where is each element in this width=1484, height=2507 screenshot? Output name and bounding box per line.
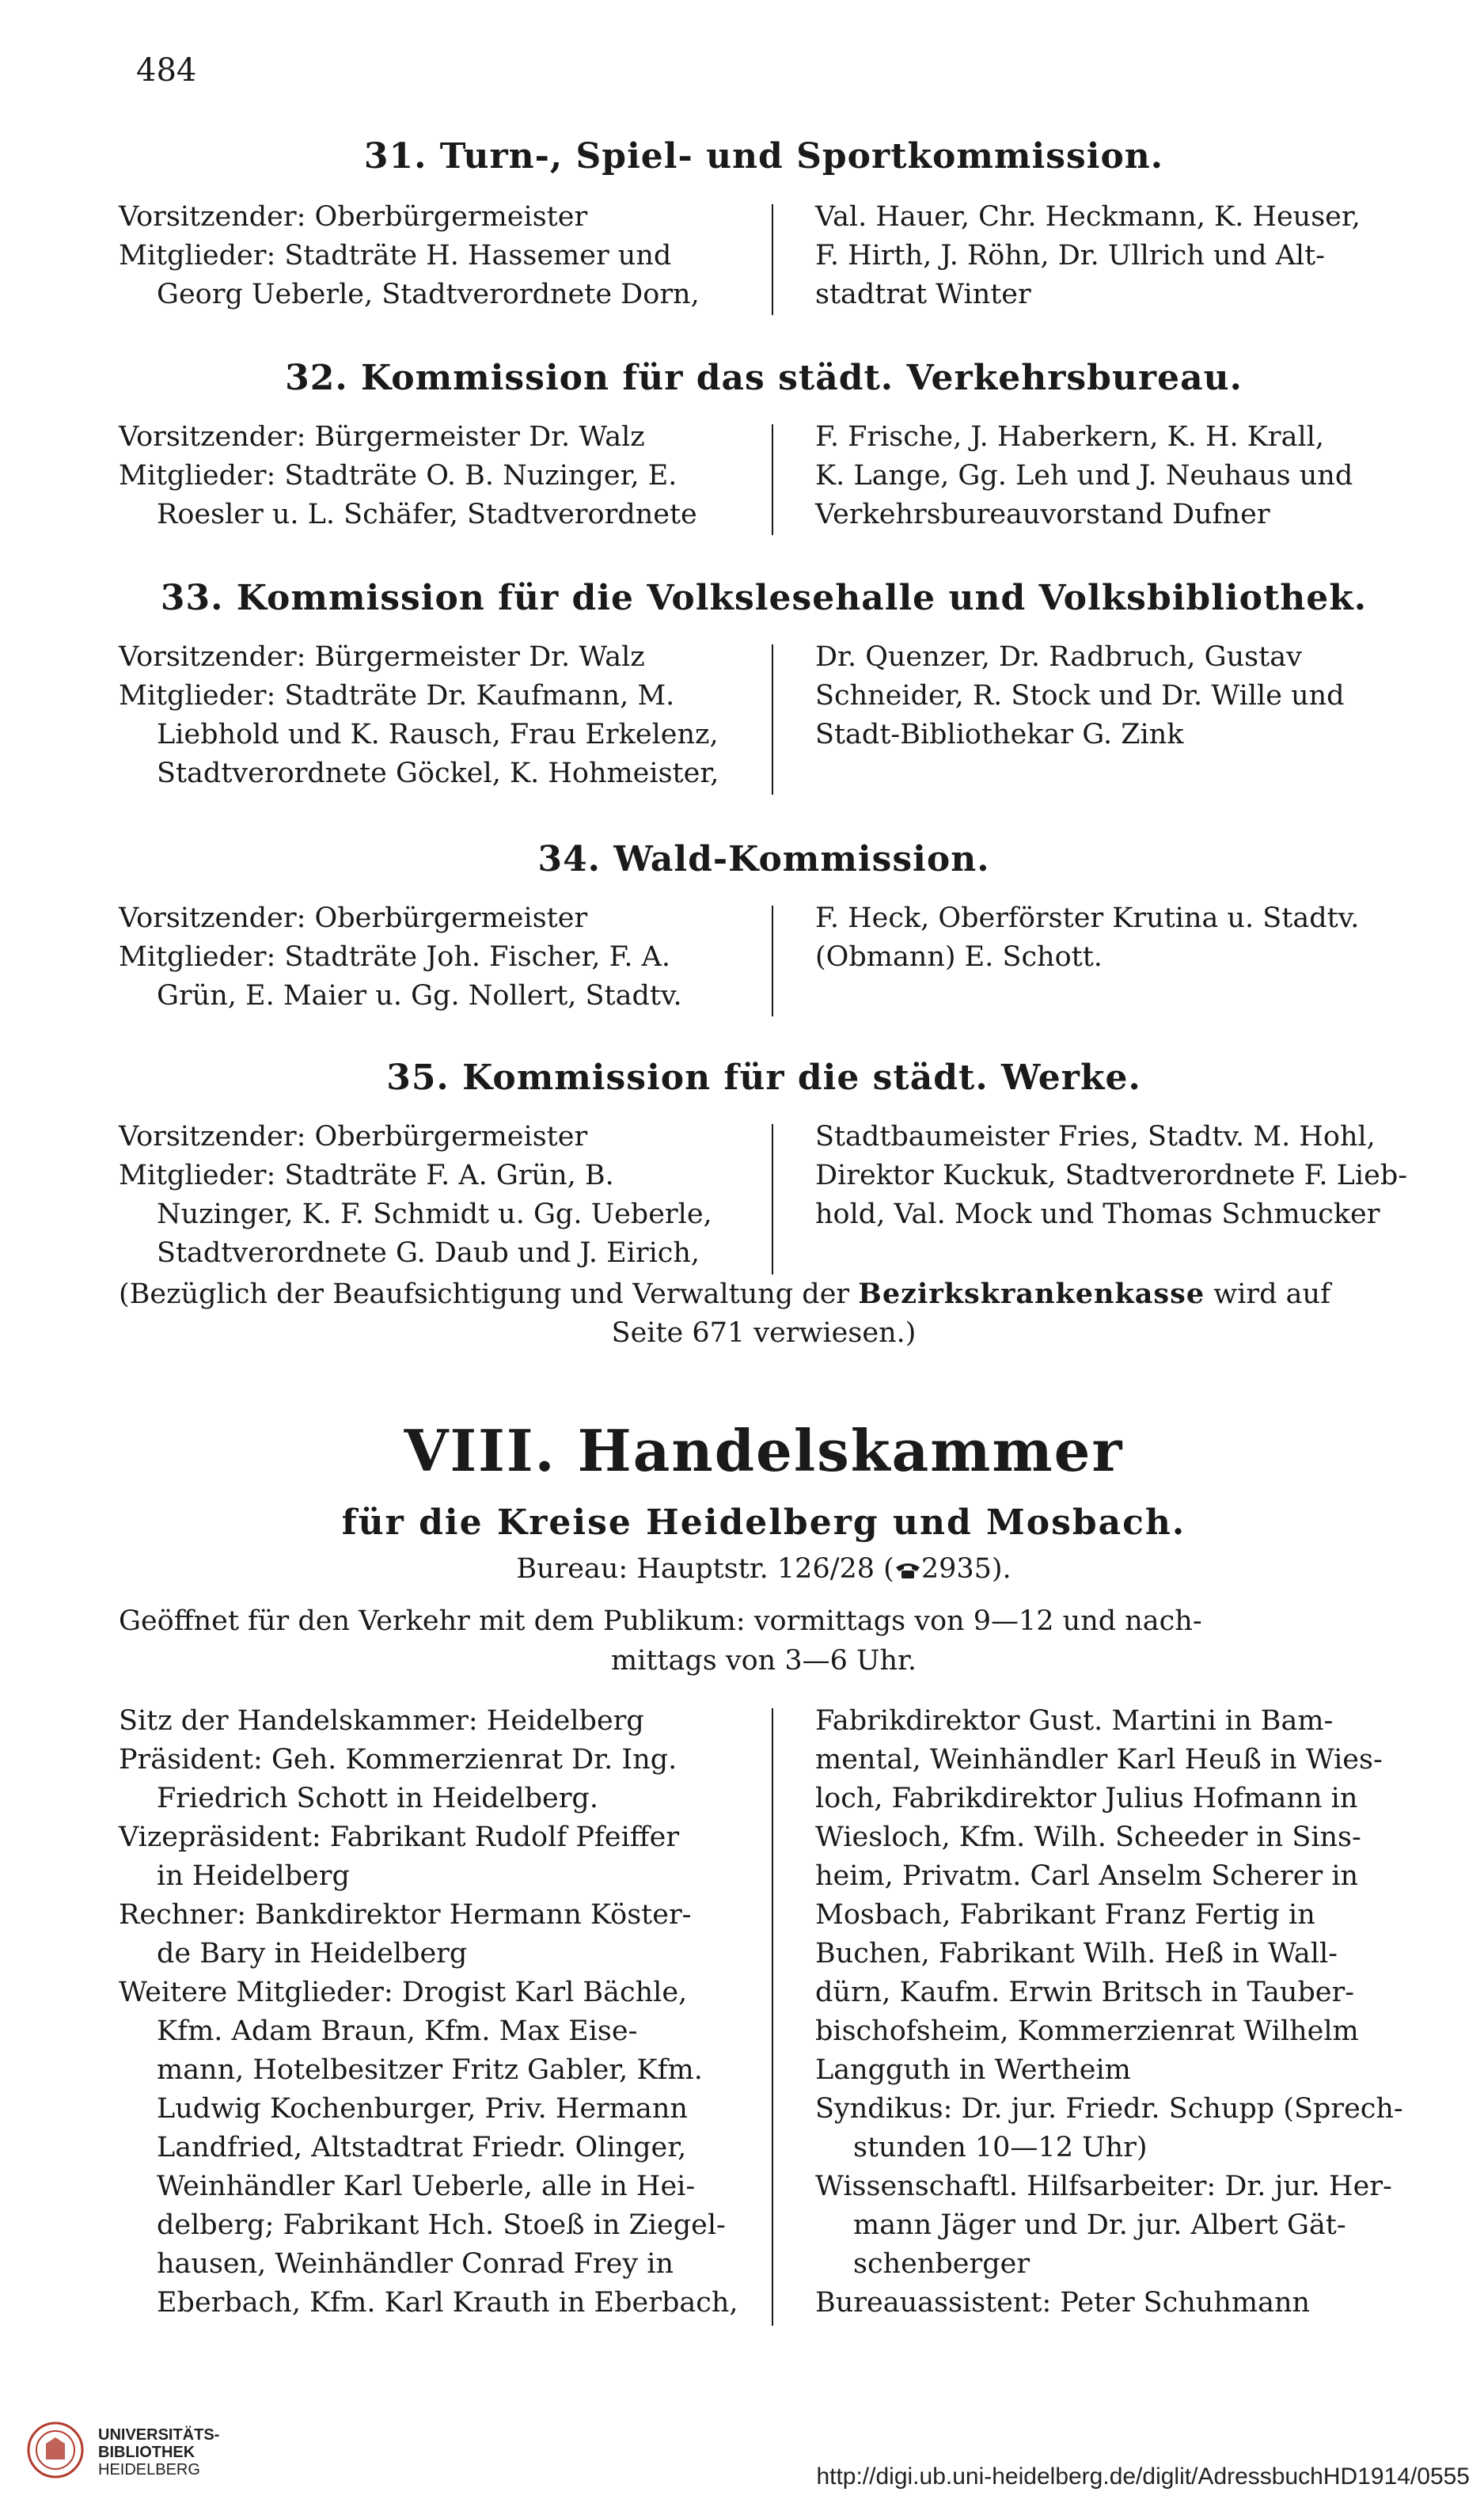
text-line: Landfried, Altstadtrat Friedr. Olinger,: [157, 2132, 687, 2163]
section-title-34: 34. Wald-Kommission.: [537, 839, 990, 879]
text-line: hold, Val. Mock und Thomas Schmucker: [815, 1198, 1380, 1230]
text-line: Mitglieder: Stadträte Joh. Fischer, F. A.: [119, 941, 671, 973]
text-line: Weinhändler Karl Ueberle, alle in Hei-: [157, 2171, 696, 2202]
text-line: Grün, E. Maier u. Gg. Nollert, Stadtv.: [157, 980, 682, 1012]
logo-text: UNIVERSITÄTS-: [98, 2426, 220, 2444]
section-title-35: 35. Kommission für die städt. Werke.: [386, 1058, 1141, 1098]
text-line: Rechner: Bankdirektor Hermann Köster-: [119, 1899, 692, 1931]
text-line: Langguth in Wertheim: [815, 2054, 1131, 2086]
logo-text: HEIDELBERG: [98, 2461, 200, 2479]
text-line: Roesler u. L. Schäfer, Stadtverordnete: [157, 499, 697, 530]
bureau-line: [119, 1553, 1409, 1585]
bureau-text: Bureau: Hauptstr. 126/28 (: [516, 1553, 894, 1585]
section-35-left-column: [119, 1118, 768, 1273]
text-line: loch, Fabrikdirektor Julius Hofmann in: [815, 1783, 1358, 1814]
note-text: wird auf: [1213, 1278, 1331, 1310]
text-line: Georg Ueberle, Stadtverordnete Dorn,: [157, 279, 700, 310]
text-line: schenberger: [853, 2248, 1030, 2280]
telephone-icon: [894, 1561, 921, 1580]
opening-hours-line-2: mittags von 3—6 Uhr.: [610, 1645, 917, 1677]
text-line: heim, Privatm. Carl Anselm Scherer in: [815, 1860, 1359, 1892]
text-line: Stadtbaumeister Fries, Stadtv. M. Hohl,: [815, 1121, 1376, 1153]
text-line: mann Jäger und Dr. jur. Albert Gät-: [853, 2209, 1346, 2241]
section-31-right-column: [815, 198, 1405, 314]
text-line: Mosbach, Fabrikant Franz Fertig in: [815, 1899, 1315, 1931]
logo-text: BIBLIOTHEK: [98, 2444, 195, 2461]
section-34-left-column: [119, 899, 768, 1016]
text-line: F. Hirth, J. Röhn, Dr. Ullrich und Alt-: [815, 240, 1325, 272]
text-line: Mitglieder: Stadträte H. Hassemer und: [119, 240, 672, 272]
text-line: Liebhold und K. Rausch, Frau Erkelenz,: [157, 719, 719, 750]
text-line: F. Frische, J. Haberkern, K. H. Krall,: [815, 421, 1325, 453]
text-line: Sitz der Handelskammer: Heidelberg: [119, 1705, 644, 1737]
text-line: Stadtverordnete G. Daub und J. Eirich,: [157, 1237, 700, 1269]
section-title-31: 31. Turn-, Spiel- und Sportkommission.: [363, 136, 1164, 177]
library-logo: [24, 2418, 230, 2482]
section-35-right-column: [815, 1118, 1408, 1234]
section-33-right-column: [815, 638, 1405, 754]
text-line: Mitglieder: Stadträte O. B. Nuzinger, E.: [119, 460, 677, 492]
text-line: in Heidelberg: [157, 1860, 350, 1892]
source-url-link[interactable]: http://digi.ub.uni-heidelberg.de/diglit/AdressbuchHD1914/0555: [816, 2463, 1470, 2490]
text-line: bischofsheim, Kommerzienrat Wilhelm: [815, 2015, 1359, 2047]
text-line: F. Heck, Oberförster Krutina u. Stadtv.: [815, 902, 1360, 934]
text-line: mann, Hotelbesitzer Fritz Gabler, Kfm.: [157, 2054, 703, 2086]
text-line: Dr. Quenzer, Dr. Radbruch, Gustav: [815, 641, 1302, 673]
text-line: Wiesloch, Kfm. Wilh. Scheeder in Sins-: [815, 1821, 1361, 1853]
text-line: Kfm. Adam Braun, Kfm. Max Eise-: [157, 2015, 638, 2047]
note-text: (Bezüglich der Beaufsichtigung und Verwaltung der: [119, 1278, 850, 1310]
text-line: Ludwig Kochenburger, Priv. Hermann: [157, 2093, 688, 2125]
text-line: Stadtverordnete Göckel, K. Hohmeister,: [157, 758, 719, 789]
section-32-right-column: [815, 418, 1405, 534]
column-divider: [772, 644, 773, 795]
page-number: 484: [136, 52, 197, 89]
text-line: Weitere Mitglieder: Drogist Karl Bächle,: [119, 1977, 688, 2008]
section-title-33: 33. Kommission für die Volkslesehalle und Volksbibliothek.: [160, 578, 1368, 618]
text-line: Friedrich Schott in Heidelberg.: [157, 1783, 598, 1814]
text-line: Verkehrsbureauvorstand Dufner: [815, 499, 1270, 530]
text-line: Syndikus: Dr. jur. Friedr. Schupp (Sprech-: [815, 2093, 1403, 2125]
text-line: Vorsitzender: Oberbürgermeister: [119, 1121, 588, 1153]
text-line: mental, Weinhändler Karl Heuß in Wies-: [815, 1744, 1383, 1776]
chapter-heading: VIII. Handelskammer: [404, 1417, 1124, 1484]
column-divider: [772, 1708, 773, 2326]
note-bold-term: Bezirkskrankenkasse: [858, 1278, 1205, 1310]
text-line: Nuzinger, K. F. Schmidt u. Gg. Ueberle,: [157, 1198, 712, 1230]
chapter-left-column: [119, 1702, 768, 2323]
section-31-left-column: [119, 198, 768, 314]
library-seal-icon: [24, 2418, 87, 2482]
text-line: Vorsitzender: Oberbürgermeister: [119, 902, 588, 934]
column-divider: [772, 204, 773, 315]
text-line: Mitglieder: Stadträte F. A. Grün, B.: [119, 1160, 614, 1191]
text-line: Fabrikdirektor Gust. Martini in Bam-: [815, 1705, 1334, 1737]
note-line-2: Seite 671 verwiesen.): [611, 1317, 917, 1349]
text-line: Buchen, Fabrikant Wilh. Heß in Wall-: [815, 1938, 1338, 1970]
section-34-right-column: [815, 899, 1405, 977]
text-line: Eberbach, Kfm. Karl Krauth in Eberbach,: [157, 2287, 738, 2319]
text-line: Bureauassistent: Peter Schuhmann: [815, 2287, 1311, 2319]
opening-hours-line-1: Geöffnet für den Verkehr mit dem Publikum: vormittags von 9—12 und nach-: [119, 1605, 1202, 1637]
text-line: de Bary in Heidelberg: [157, 1938, 468, 1970]
text-line: Direktor Kuckuk, Stadtverordnete F. Lieb-: [815, 1160, 1408, 1191]
text-line: Schneider, R. Stock und Dr. Wille und: [815, 680, 1345, 712]
bureau-phone-number: 2935: [920, 1553, 992, 1585]
text-line: Stadt-Bibliothekar G. Zink: [815, 719, 1184, 750]
text-line: K. Lange, Gg. Leh und J. Neuhaus und: [815, 460, 1353, 492]
text-line: Vorsitzender: Bürgermeister Dr. Walz: [119, 421, 645, 453]
section-32-left-column: [119, 418, 768, 534]
column-divider: [772, 424, 773, 535]
text-line: stadtrat Winter: [815, 279, 1031, 310]
text-line: Vizepräsident: Fabrikant Rudolf Pfeiffer: [119, 1821, 680, 1853]
section-33-left-column: [119, 638, 768, 793]
bureau-text: ).: [991, 1553, 1011, 1585]
text-line: (Obmann) E. Schott.: [815, 941, 1103, 973]
text-line: Val. Hauer, Chr. Heckmann, K. Heuser,: [815, 201, 1361, 233]
text-line: Vorsitzender: Bürgermeister Dr. Walz: [119, 641, 645, 673]
note-line-1: [119, 1278, 1409, 1310]
text-line: Mitglieder: Stadträte Dr. Kaufmann, M.: [119, 680, 675, 712]
chapter-right-column: [815, 1702, 1405, 2323]
text-line: dürn, Kaufm. Erwin Britsch in Tauber-: [815, 1977, 1355, 2008]
text-line: hausen, Weinhändler Conrad Frey in: [157, 2248, 674, 2280]
section-title-32: 32. Kommission für das städt. Verkehrsbureau.: [285, 358, 1243, 398]
column-divider: [772, 1124, 773, 1274]
column-divider: [772, 906, 773, 1016]
text-line: delberg; Fabrikant Hch. Stoeß in Ziegel-: [157, 2209, 726, 2241]
chapter-subheading: für die Kreise Heidelberg und Mosbach.: [341, 1502, 1186, 1543]
text-line: Präsident: Geh. Kommerzienrat Dr. Ing.: [119, 1744, 677, 1776]
text-line: stunden 10—12 Uhr): [853, 2132, 1148, 2163]
text-line: Wissenschaftl. Hilfsarbeiter: Dr. jur. Her-: [815, 2171, 1392, 2202]
text-line: Vorsitzender: Oberbürgermeister: [119, 201, 588, 233]
